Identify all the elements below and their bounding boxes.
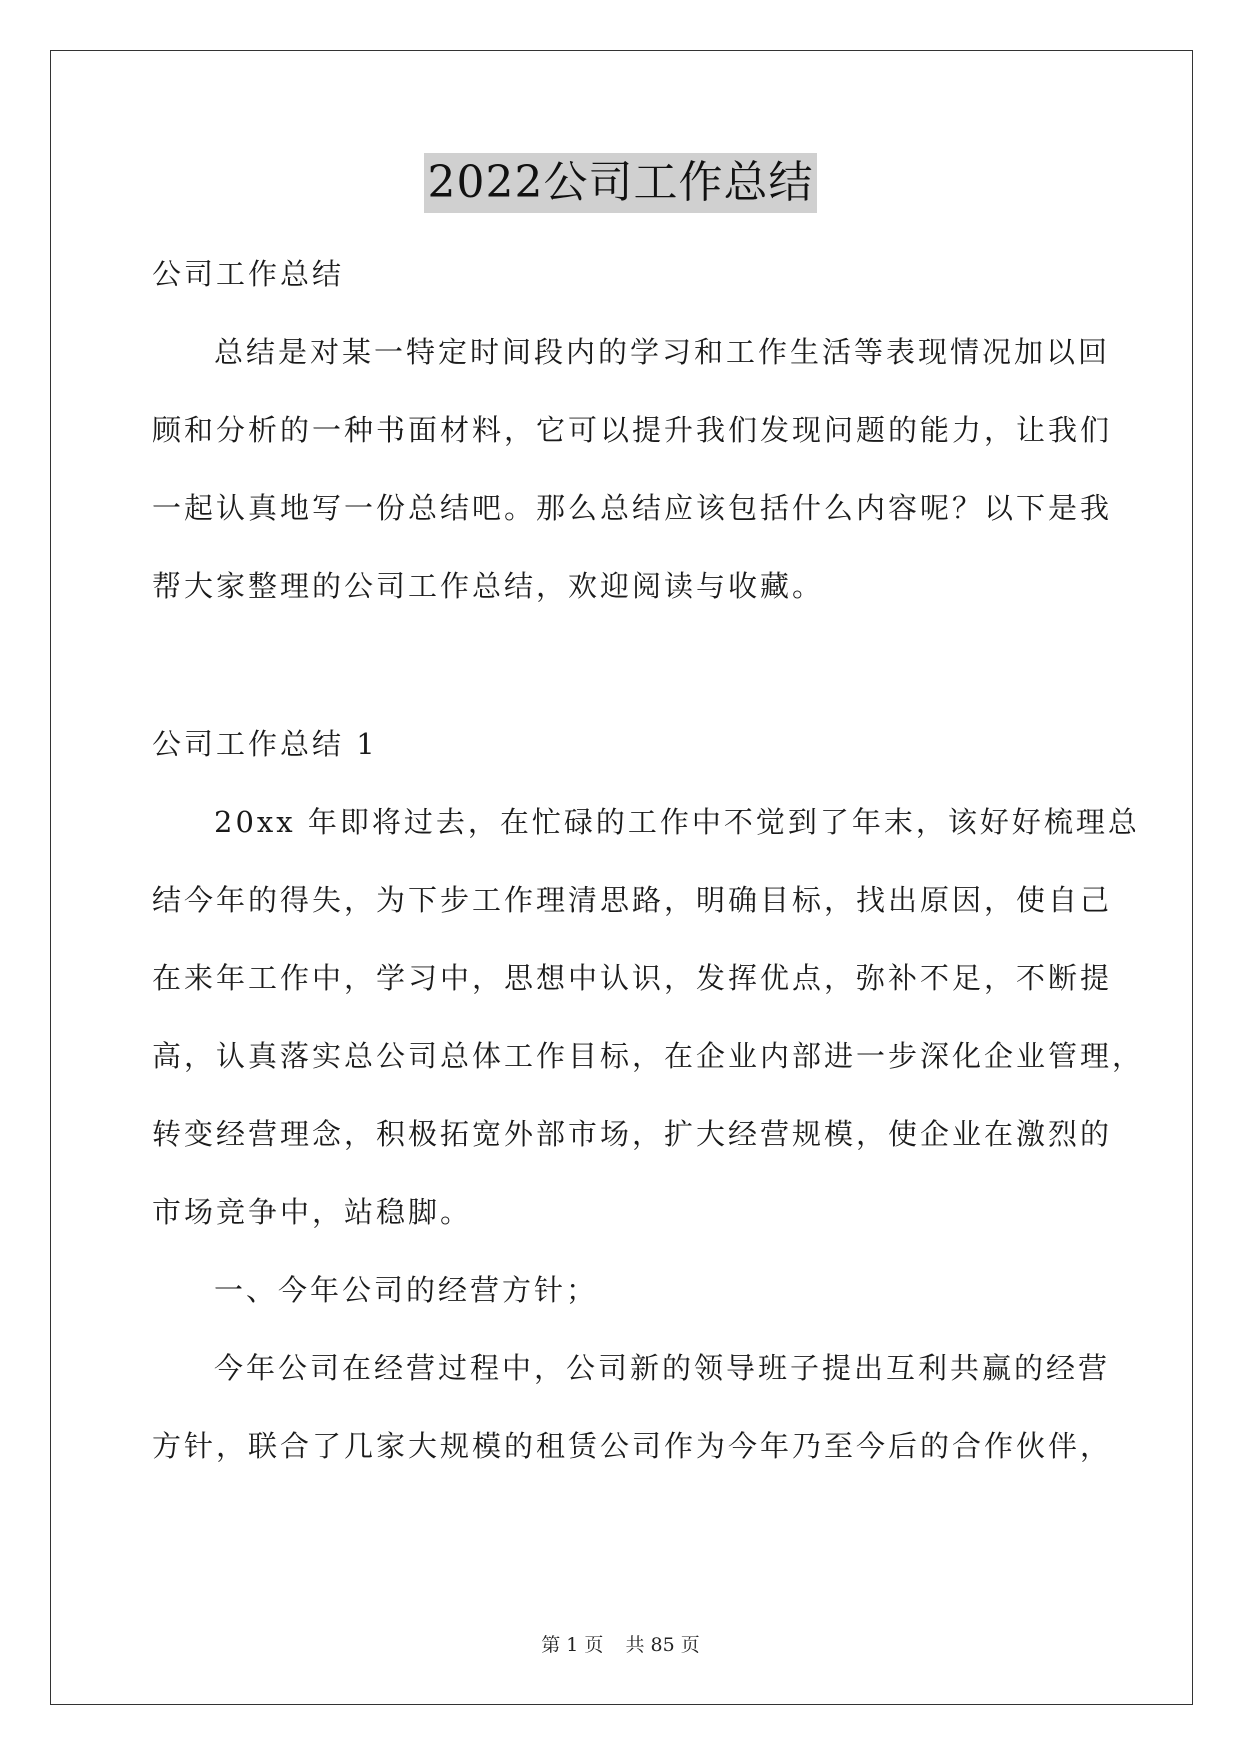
page-footer bbox=[0, 1630, 1241, 1657]
para1-line: 结今年的得失，为下步工作理清思路，明确目标，找出原因，使自己 bbox=[152, 883, 1113, 917]
para1-line: 20xx 年即将过去，在忙碌的工作中不觉到了年末，该好好梳理总 bbox=[214, 805, 1140, 839]
heading-company-summary: 公司工作总结 bbox=[152, 257, 345, 291]
document-title: 2022公司工作总结 bbox=[424, 153, 818, 213]
spacer bbox=[152, 625, 1092, 705]
intro-line: 一起认真地写一份总结吧。那么总结应该包括什么内容呢？以下是我 bbox=[152, 491, 1113, 525]
para1-line: 在来年工作中，学习中，思想中认识，发挥优点，弥补不足，不断提 bbox=[152, 961, 1113, 995]
para1-line: 转变经营理念，积极拓宽外部市场，扩大经营规模，使企业在激烈的 bbox=[152, 1117, 1113, 1151]
page-number: 第 1 页 bbox=[541, 1634, 604, 1656]
para1-line: 市场竞争中，站稳脚。 bbox=[152, 1195, 473, 1229]
heading-summary-1: 公司工作总结 1 bbox=[152, 727, 378, 761]
document-body bbox=[152, 235, 1145, 1485]
para2-line: 今年公司在经营过程中，公司新的领导班子提出互利共赢的经营 bbox=[214, 1351, 1111, 1385]
intro-line: 总结是对某一特定时间段内的学习和工作生活等表现情况加以回 bbox=[214, 335, 1111, 369]
page-total: 共 85 页 bbox=[625, 1634, 700, 1656]
intro-line: 顾和分析的一种书面材料，它可以提升我们发现问题的能力，让我们 bbox=[152, 413, 1113, 447]
title-wrap bbox=[0, 153, 1241, 213]
intro-line: 帮大家整理的公司工作总结，欢迎阅读与收藏。 bbox=[152, 569, 825, 603]
para1-line: 高，认真落实总公司总体工作目标，在企业内部进一步深化企业管理， bbox=[152, 1039, 1145, 1073]
para2-line: 方针，联合了几家大规模的租赁公司作为今年乃至今后的合作伙伴， bbox=[152, 1429, 1113, 1463]
section-heading-1: 一、今年公司的经营方针； bbox=[214, 1273, 599, 1307]
